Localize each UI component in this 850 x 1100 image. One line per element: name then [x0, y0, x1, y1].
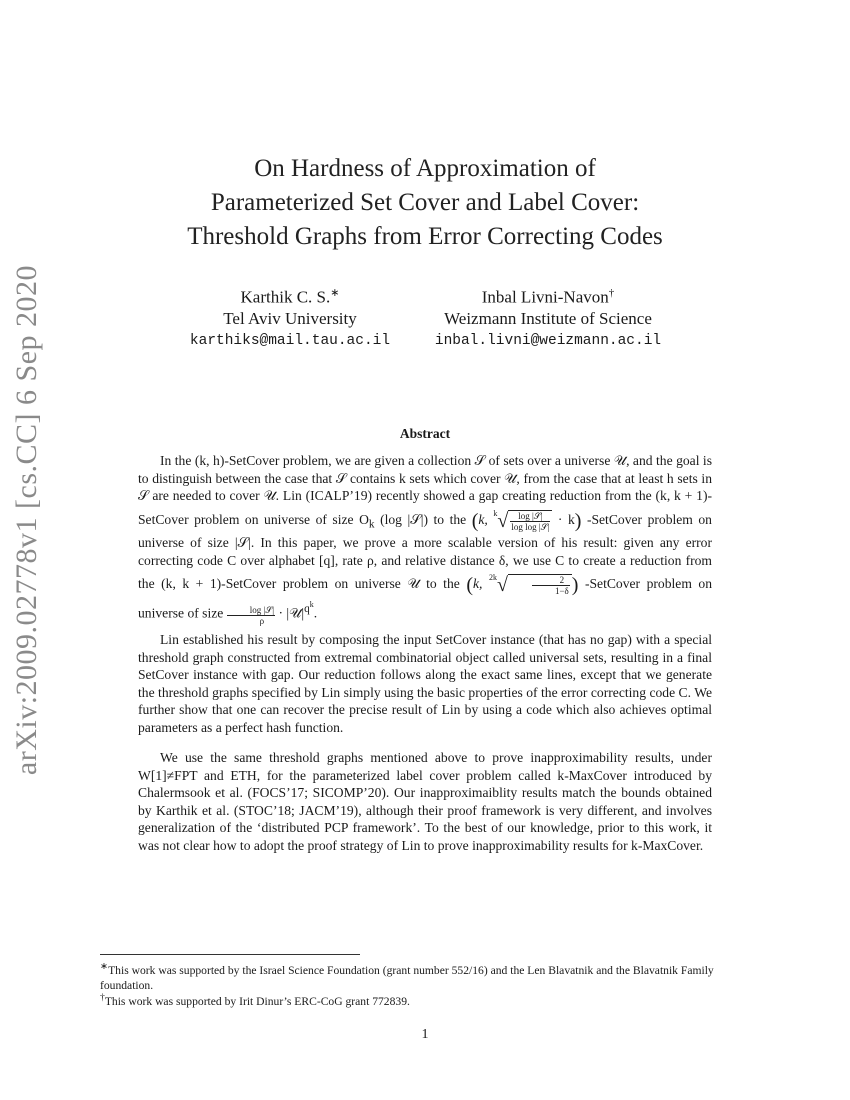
title-line-3: Threshold Graphs from Error Correcting Codes	[187, 223, 663, 250]
fraction	[532, 575, 570, 596]
numerator: 2	[532, 575, 570, 586]
footnote-mark: †	[100, 992, 105, 1003]
superscript	[304, 600, 314, 616]
exponent-2: k	[309, 600, 314, 610]
author-name: Karthik C. S.	[240, 287, 331, 307]
footnote-mark: †	[608, 287, 615, 299]
math-expression	[471, 508, 587, 532]
abstract-paragraph-1	[138, 452, 712, 626]
author-block-2	[378, 283, 718, 352]
abstract-paragraph-3	[138, 749, 712, 855]
arxiv-identifier: arXiv:2009.02778v1 [cs.CC] 6 Sep 2020	[10, 264, 43, 776]
abstract-text: In the (k, h)-SetCover problem, we are given a collection 𝒮 of sets over a universe 𝒰, and the goal is to distinguish between the case that 𝒮 contains k sets which cover 𝒰, from the case that at least h sets in 𝒮 are needed to cover 𝒰. Lin (ICALP’19) recently showed a gap creating reduction from the (k, k + 1)-SetCover problem on universe of size O	[138, 453, 712, 527]
abstract-paragraph-2	[138, 631, 712, 737]
abstract-text: -SetCover problem on universe of size |𝒮|. In this paper, we prove a more scalable version of his result: given any error correcting code C over alphabet [q], rate ρ, and relative distance δ, we use C to create a reduction from the (k, k + 1)-SetCover problem on universe 𝒰 to the	[138, 511, 712, 592]
math-var: k,	[472, 576, 483, 592]
footnote-text: This work was supported by the Israel Science Foundation (grant number 552/16) and the Len Blavatnik and the Blavatnik Family foundation.	[100, 963, 714, 992]
paren: )	[574, 509, 582, 532]
author-email[interactable]: inbal.livni@weizmann.ac.il	[434, 332, 662, 349]
footnote-mark: ∗	[330, 287, 340, 299]
footnote-mark: ∗	[100, 961, 109, 972]
radical-sign: √	[497, 509, 509, 532]
numerator: log |𝒮|	[510, 511, 550, 522]
period: .	[313, 605, 318, 621]
radicand	[508, 574, 572, 596]
numerator: log |𝒮|	[227, 605, 275, 616]
fraction	[510, 511, 550, 532]
paper-title	[100, 152, 750, 254]
abstract-text: · |𝒰|	[278, 605, 305, 621]
abstract-text: Lin established his result by composing the input SetCover instance (that has no gap) with a special threshold graph constructed from extremal combinatorial object called universal sets, resulting in a final SetCover instance with gap. Our reduction follows along the exact same lines, except that we generate the threshold graphs specified by Lin simply using the basic properties of the error correcting code C. We further show that one can recover the precise result of Lin by using a code which also achieves optimal parameters as a perfect hash function.	[138, 632, 712, 735]
root-index: k	[493, 508, 498, 518]
title-line-1: On Hardness of Approximation of	[254, 155, 596, 182]
abstract-text: -SetCover problem on universe of size	[138, 576, 713, 621]
abstract-text: (log |𝒮|) to the	[380, 511, 467, 527]
radicand	[508, 510, 552, 532]
author-email[interactable]: karthiks@mail.tau.ac.il	[189, 332, 391, 349]
page-number: 1	[421, 1027, 429, 1042]
fraction	[227, 605, 275, 626]
root-index: 2k	[488, 573, 497, 583]
paren: )	[571, 574, 579, 597]
math-term: · k	[557, 511, 575, 527]
title-line-2: Parameterized Set Cover and Label Cover:	[210, 189, 640, 216]
author-affiliation: Weizmann Institute of Science	[444, 308, 652, 328]
denominator: ρ	[259, 615, 265, 626]
subscript: k	[368, 518, 375, 531]
exponent: q	[304, 603, 310, 616]
paren: (	[466, 574, 473, 597]
footnote-2	[100, 990, 755, 1009]
abstract-heading: Abstract	[399, 426, 451, 441]
author-name: Inbal Livni-Navon	[481, 287, 609, 307]
denominator: log log |𝒮|	[511, 521, 550, 532]
math-var: k,	[478, 511, 488, 527]
abstract-text: We use the same threshold graphs mentioned above to prove inapproximability results, under W[1]≠FPT and ETH, for the parameterized label cover problem called k-MaxCover introduced by Chalermsook et al. (FOCS’17; SICOMP’20). Our inapproximaiblity results match the bounds obtained by Karthik et al. (STOC’18; JACM’19), although their proof framework is very different, and involves generalization of the ‘distributed PCP framework’. To the best of our knowledge, prior to this work, it was not clear how to adopt the proof strategy of Lin to prove inapproximability results for k-MaxCover.	[138, 750, 712, 853]
footnote-rule	[100, 954, 360, 955]
denominator: 1−δ	[554, 586, 569, 597]
footnote-1	[100, 959, 755, 993]
radical-sign: √	[496, 574, 508, 597]
footnote-text: This work was supported by Irit Dinur’s ERC-CoG grant 772839.	[104, 994, 410, 1008]
paren: (	[471, 509, 479, 532]
author-affiliation: Tel Aviv University	[223, 308, 357, 328]
